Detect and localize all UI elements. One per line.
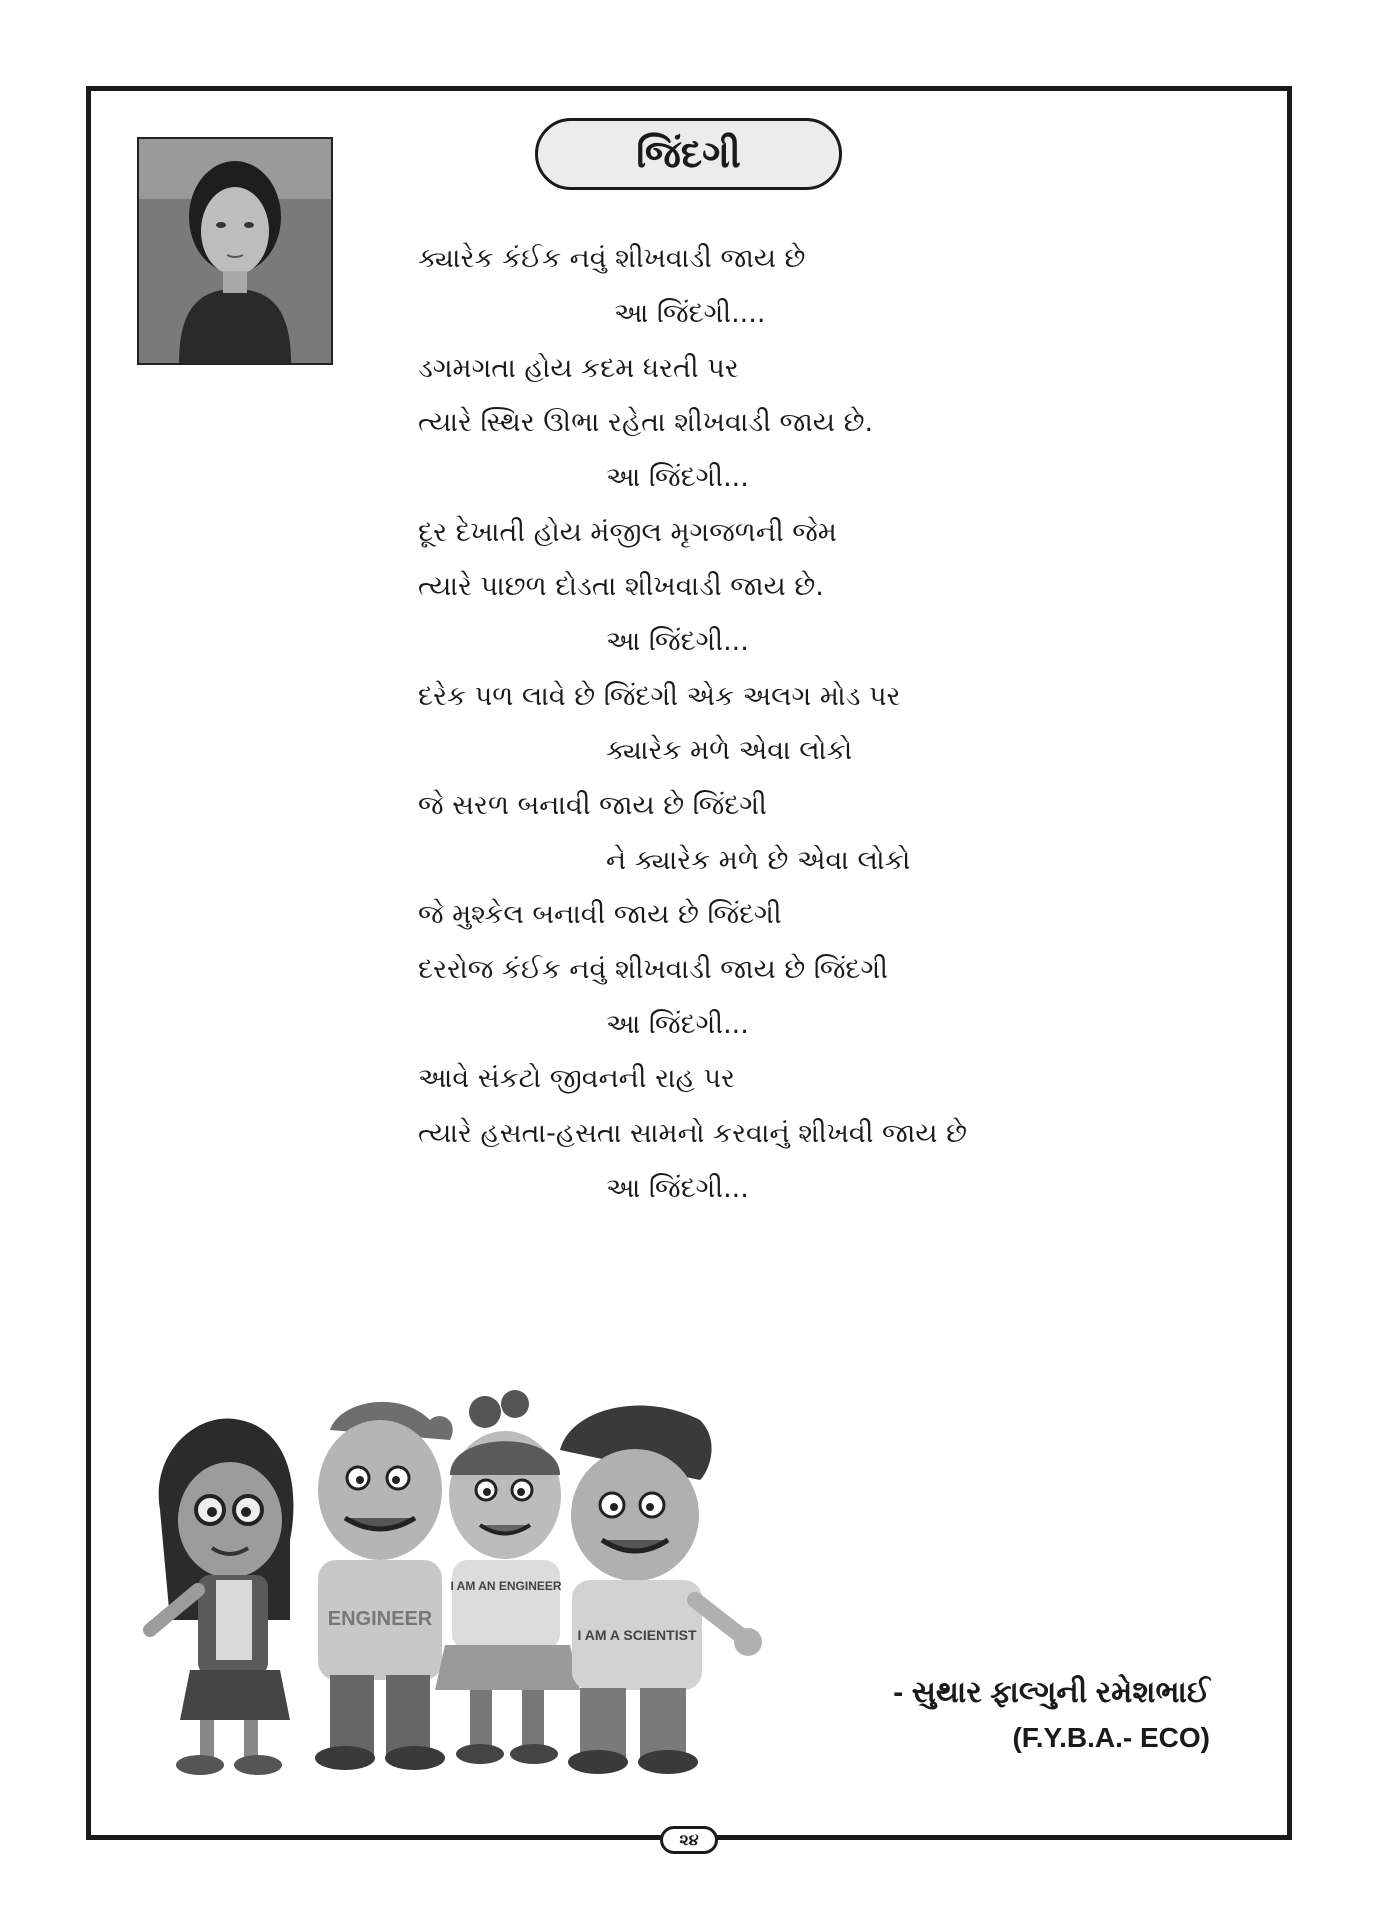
poem-line: દરેક પળ લાવે છે જિંદગી એક અલગ મોડ પર [418,681,901,712]
boy-scientist-figure [560,1406,762,1774]
author-class: (F.Y.B.A.- ECO) [1012,1722,1210,1753]
poem-line: જે સરળ બનાવી જાય છે જિંદગી [418,790,767,821]
poem-line: ને ક્યારેક મળે છે એવા લોકો [606,845,911,876]
author-signature [860,1676,1210,1754]
shirt-text-engineer: ENGINEER [327,1608,433,1630]
poem-line: ક્યારેક કંઈક નવું શીખવાડી જાય છે [418,243,806,274]
boy-engineer-figure [315,1402,453,1770]
poem-line: ક્યારેક મળે એવા લોકો [606,735,853,766]
poem-line: જે મુશ્કેલ બનાવી જાય છે જિંદગી [418,899,782,930]
poem-refrain: આ જિંદગી.... [614,298,766,329]
poem-line: દરરોજ કંઈક નવું શીખવાડી જાય છે જિંદગી [418,954,888,985]
poem-line: ત્યારે હસતા-હસતા સામનો કરવાનું શીખવી જાય છે [418,1118,967,1149]
page-number-text: ૨૪ [679,1830,699,1849]
girl-glasses-figure [150,1418,293,1775]
author-name: - સુથાર ફાલ્ગુની રમેશભાઈ [893,1676,1210,1709]
poem-line: ત્યારે સ્થિર ઊભા રહેતા શીખવાડી જાય છે. [418,407,874,438]
poem-refrain: આ જિંદગી... [606,1173,749,1204]
poem-title-text: જિંદગી [636,131,741,176]
page-number [660,1826,718,1854]
shirt-text-i-am-an-engineer: I AM AN ENGINEER [450,1579,562,1593]
poem-line: ત્યારે પાછળ દોડતા શીખવાડી જાય છે. [418,571,824,602]
girl-engineer-figure [435,1390,580,1764]
poem-refrain: આ જિંદગી... [606,462,749,493]
poem-refrain: આ જિંદગી... [606,1009,749,1040]
poem-line: ડગમગતા હોય કદમ ધરતી પર [418,353,739,384]
poem-refrain: આ જિંદગી... [606,626,749,657]
poem-line: આવે સંકટો જીવનની રાહ પર [418,1063,735,1094]
shirt-text-i-am-a-scientist: I AM A SCIENTIST [577,1627,697,1643]
kids-illustration [140,1390,780,1790]
poem-line: દૂર દેખાતી હોય મંજીલ મૃગજળની જેમ [418,517,837,548]
